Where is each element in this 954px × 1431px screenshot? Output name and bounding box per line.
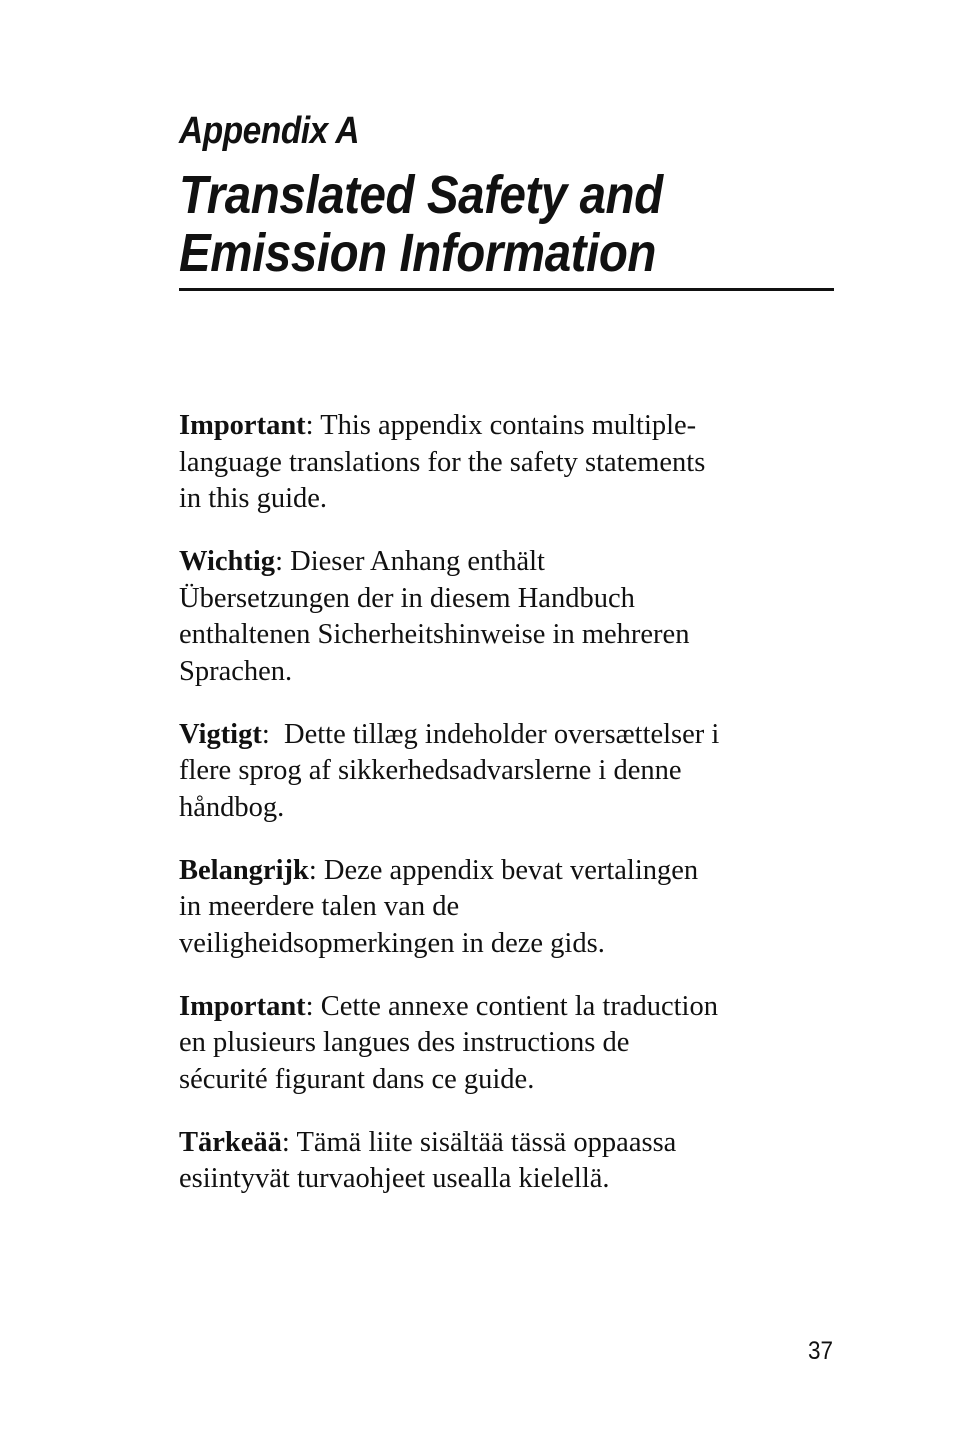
notice-term: Important [179,990,306,1022]
notice-term: Vigtigt [179,718,262,750]
chapter-title-line: Translated Safety and [179,165,663,225]
paragraph-line: in meerdere talen van de [179,891,460,922]
paragraph-text: : Deze appendix bevat vertalingen [308,854,699,886]
paragraph-text: : Dieser Anhang enthält [275,546,545,577]
translation-notice-list [179,408,839,1224]
notice-paragraph-english [179,408,839,518]
paragraph-line [179,408,839,445]
paragraph-line: sécurité figurant dans ce guide. [179,1063,535,1095]
paragraph-line: Sprachen. [179,655,293,687]
paragraph-line [179,989,839,1026]
notice-paragraph-danish [179,717,839,827]
paragraph-line [179,1125,839,1162]
paragraph-line: esiintyvät turvaohjeet usealla kielellä. [179,1163,610,1194]
chapter-title [179,166,672,282]
notice-paragraph-german [179,544,839,690]
notice-paragraph-french [179,989,839,1099]
paragraph-line: enthaltenen Sicherheitshinweise in mehreren [179,619,690,650]
notice-paragraph-finnish [179,1125,839,1198]
paragraph-line [179,544,839,581]
paragraph-text: : Dette tillæg indeholder oversættelser i [261,718,720,750]
paragraph-line: in this guide. [179,483,328,514]
paragraph-line: håndbog. [179,791,285,823]
appendix-label: Appendix A [179,110,360,152]
paragraph-text: : Cette annexe contient la traduction [305,990,718,1022]
title-divider [179,288,834,291]
paragraph-line: veiligheidsopmerkingen in deze gids. [179,927,605,959]
notice-term: Belangrijk [179,854,309,886]
paragraph-line [179,853,839,890]
notice-term: Wichtig [179,546,276,577]
notice-term: Tärkeää [179,1126,282,1158]
paragraph-line: language translations for the safety statements [179,446,706,478]
paragraph-text: : This appendix contains multiple- [305,410,697,441]
paragraph-line: en plusieurs langues des instructions de [179,1027,630,1058]
notice-paragraph-dutch [179,853,839,963]
page-number: 37 [808,1337,834,1365]
paragraph-line: Übersetzungen der in diesem Handbuch [179,582,635,614]
paragraph-line: flere sprog af sikkerhedsadvarslerne i denne [179,755,682,786]
chapter-title-line: Emission Information [179,223,657,283]
paragraph-text: : Tämä liite sisältää tässä oppaassa [281,1126,677,1158]
paragraph-line [179,717,839,754]
notice-term: Important [179,410,306,441]
